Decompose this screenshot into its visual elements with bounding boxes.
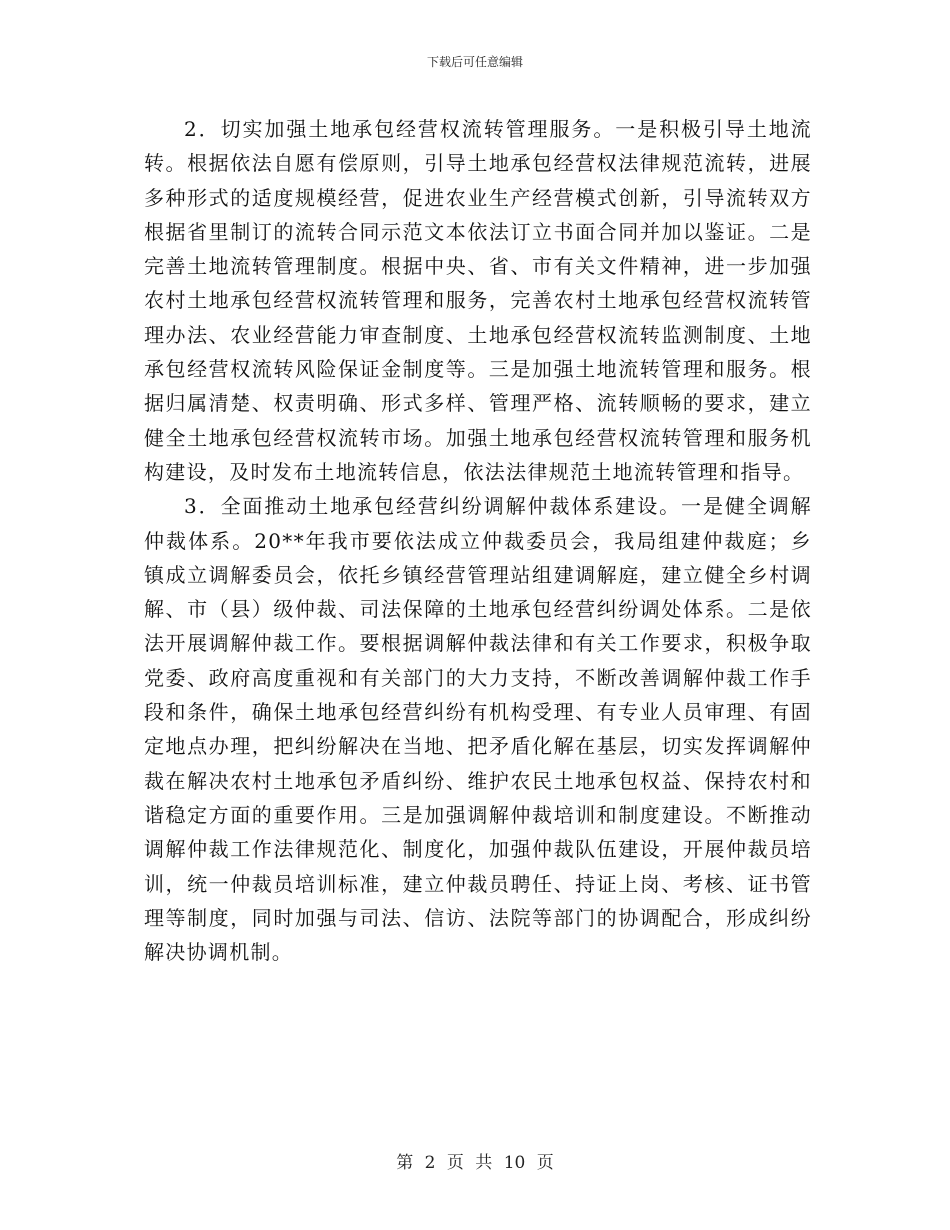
page-header: 下载后可任意编辑	[426, 55, 523, 69]
document-body	[144, 112, 812, 969]
paragraph-land-transfer-management: 2．切实加强土地承包经营权流转管理服务。一是积极引导土地流转。根据依法自愿有偿原则，引导土地承包经营权法律规范流转，进展多种形式的适度规模经营，促进农业生产经营模式创新，引导流转双方根据省里制订的流转合同示范文本依法订立书面合同并加以鉴证。二是完善土地流转管理制度。根据中央、省、市有关文件精神，进一步加强农村土地承包经营权流转管理和服务，完善农村土地承包经营权流转管理办法、农业经营能力审查制度、土地承包经营权流转监测制度、土地承包经营权流转风险保证金制度等。三是加强土地流转管理和服务。根据归属清楚、权责明确、形式多样、管理严格、流转顺畅的要求，建立健全土地承包经营权流转市场。加强土地承包经营权流转管理和服务机构建设，及时发布土地流转信息，依法法律规范土地流转管理和指导。	[144, 117, 812, 484]
paragraph-dispute-arbitration-system: 3．全面推动土地承包经营纠纷调解仲裁体系建设。一是健全调解仲裁体系。20**年我市要依法成立仲裁委员会，我局组建仲裁庭；乡镇成立调解委员会，依托乡镇经营管理站组建调解庭，建立健全乡村调解、市（县）级仲裁、司法保障的土地承包经营纠纷调处体系。二是依法开展调解仲裁工作。要根据调解仲裁法律和有关工作要求，积极争取党委、政府高度重视和有关部门的大力支持，不断改善调解仲裁工作手段和条件，确保土地承包经营纠纷有机构受理、有专业人员审理、有固定地点办理，把纠纷解决在当地、把矛盾化解在基层，切实发挥调解仲裁在解决农村土地承包矛盾纠纷、维护农民土地承包权益、保持农村和谐稳定方面的重要作用。三是加强调解仲裁培训和制度建设。不断推动调解仲裁工作法律规范化、制度化，加强仲裁队伍建设，开展仲裁员培训，统一仲裁员培训标准，建立仲裁员聘任、持证上岗、考核、证书管理等制度，同时加强与司法、信访、法院等部门的协调配合，形成纠纷解决协调机制。	[144, 494, 812, 965]
page-number: 第 2 页 共 10 页	[396, 1153, 554, 1173]
